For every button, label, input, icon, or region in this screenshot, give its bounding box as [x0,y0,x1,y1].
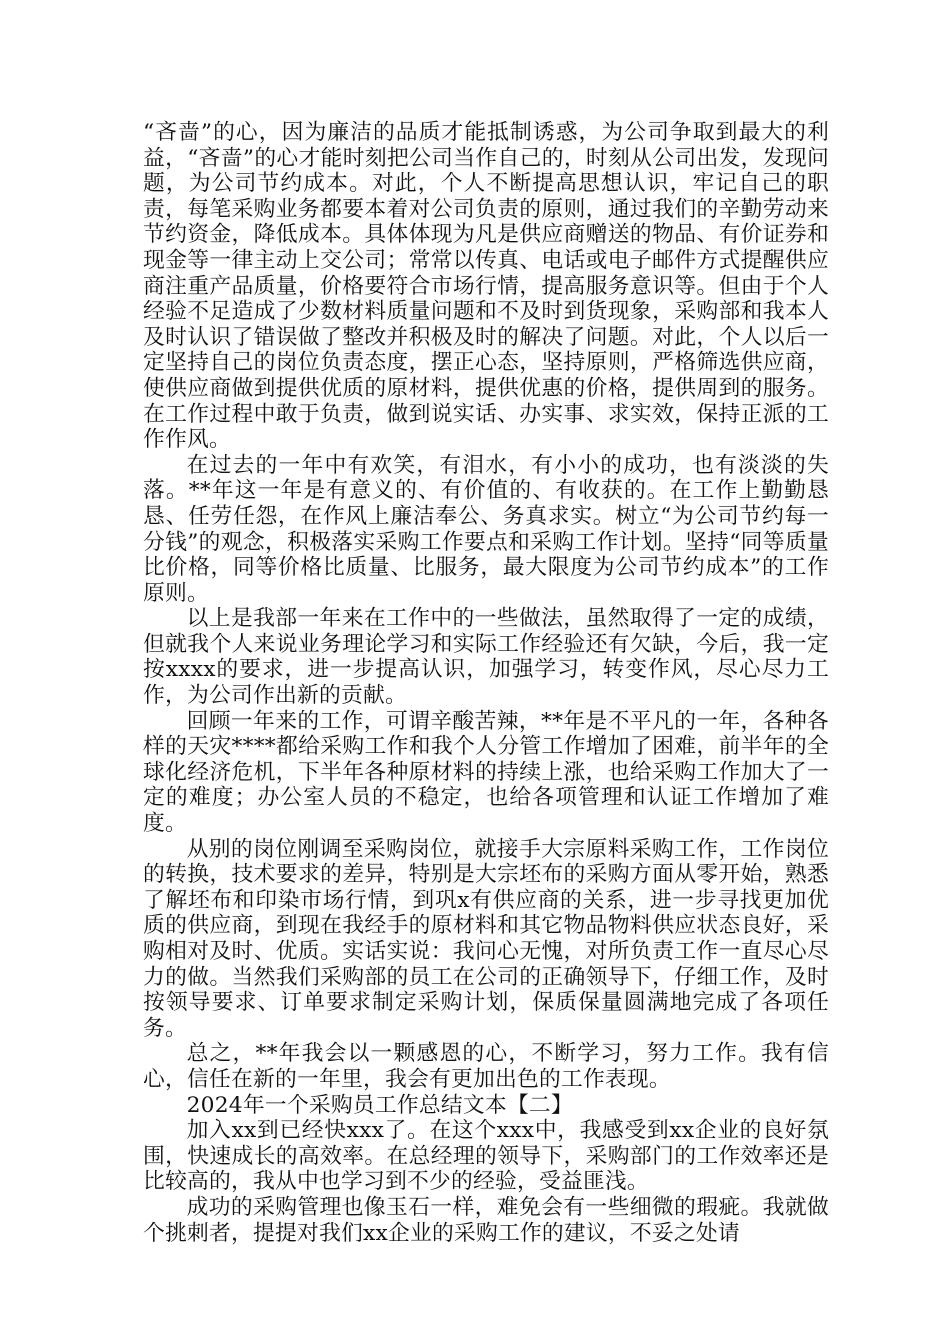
paragraph-2: 在过去的一年中有欢笑，有泪水，有小小的成功，也有淡淡的失落。**年这一年是有意义的、有价值的、有收获的。在工作上勤勤恳恳、任劳任怨，在作风上廉洁奉公、务真求实。树立“为公司节约每一分钱”的观念，积极落实采购工作要点和采购工作计划。坚持“同等质量比价格，同等价格比质量、比服务，最大限度为公司节约成本”的工作原则。 [143,452,829,606]
paragraph-3: 以上是我部一年来在工作中的一些做法，虽然取得了一定的成绩，但就我个人来说业务理论学习和实际工作经验还有欠缺，今后，我一定按xxxx的要求，进一步提高认识，加强学习，转变作风，尽心尽力工作，为公司作出新的贡献。 [143,606,829,709]
paragraph-4: 回顾一年来的工作，可谓辛酸苦辣，**年是不平凡的一年，各种各样的天灾****都给采购工作和我个人分管工作增加了困难，前半年的全球化经济危机，下半年各种原材料的持续上涨，也给采购工作加大了一定的难度；办公室人员的不稳定，也给各项管理和认证工作增加了难度。 [143,708,829,837]
paragraph-6: 总之，**年我会以一颗感恩的心，不断学习，努力工作。我有信心，信任在新的一年里，我会有更加出色的工作表现。 [143,1041,829,1092]
section-heading: 2024年一个采购员工作总结文本【二】 [186,1092,573,1118]
document-page [143,120,829,1246]
paragraph-8: 成功的采购管理也像玉石一样，难免会有一些细微的瑕疵。我就做个挑刺者，提提对我们xx企业的采购工作的建议，不妥之处请 [143,1194,829,1246]
paragraph-7: 加入xx到已经快xxx了。在这个xxx中，我感受到xx企业的良好氛围，快速成长的高效率。在总经理的领导下，采购部门的工作效率还是比较高的，我从中也学习到不少的经验，受益匪浅。 [143,1118,829,1195]
paragraph-5: 从别的岗位刚调至采购岗位，就接手大宗原料采购工作，工作岗位的转换，技术要求的差异，特别是大宗坯布的采购方面从零开始，熟悉了解坯布和印染市场行情，到巩x有供应商的关系，进一步寻找更加优质的供应商，到现在我经手的原材料和其它物品物料供应状态良好，采购相对及时、优质。实话实说：我问心无愧，对所负责工作一直尽心尽力的做。当然我们采购部的员工在公司的正确领导下，仔细工作，及时按领导要求、订单要求制定采购计划，保质保量圆满地完成了各项任务。 [143,836,829,1041]
paragraph-1: “吝啬”的心，因为廉洁的品质才能抵制诱惑，为公司争取到最大的利益，“吝啬”的心才能时刻把公司当作自己的，时刻从公司出发，发现问题，为公司节约成本。对此，个人不断提高思想认识，牢记自己的职责，每笔采购业务都要本着对公司负责的原则，通过我们的辛勤劳动来节约资金，降低成本。具体体现为凡是供应商赠送的物品、有价证券和现金等一律主动上交公司；常常以传真、电话或电子邮件方式提醒供应商注重产品质量，价格要符合市场行情，提高服务意识等。但由于个人经验不足造成了少数材料质量问题和不及时到货现象，采购部和我本人及时认识了错误做了整改并积极及时的解决了问题。对此，个人以后一定坚持自己的岗位负责态度，摆正心态，坚持原则，严格筛选供应商，使供应商做到提供优质的原材料，提供优惠的价格，提供周到的服务。在工作过程中敢于负责，做到说实话、办实事、求实效，保持正派的工作作风。 [143,120,829,453]
